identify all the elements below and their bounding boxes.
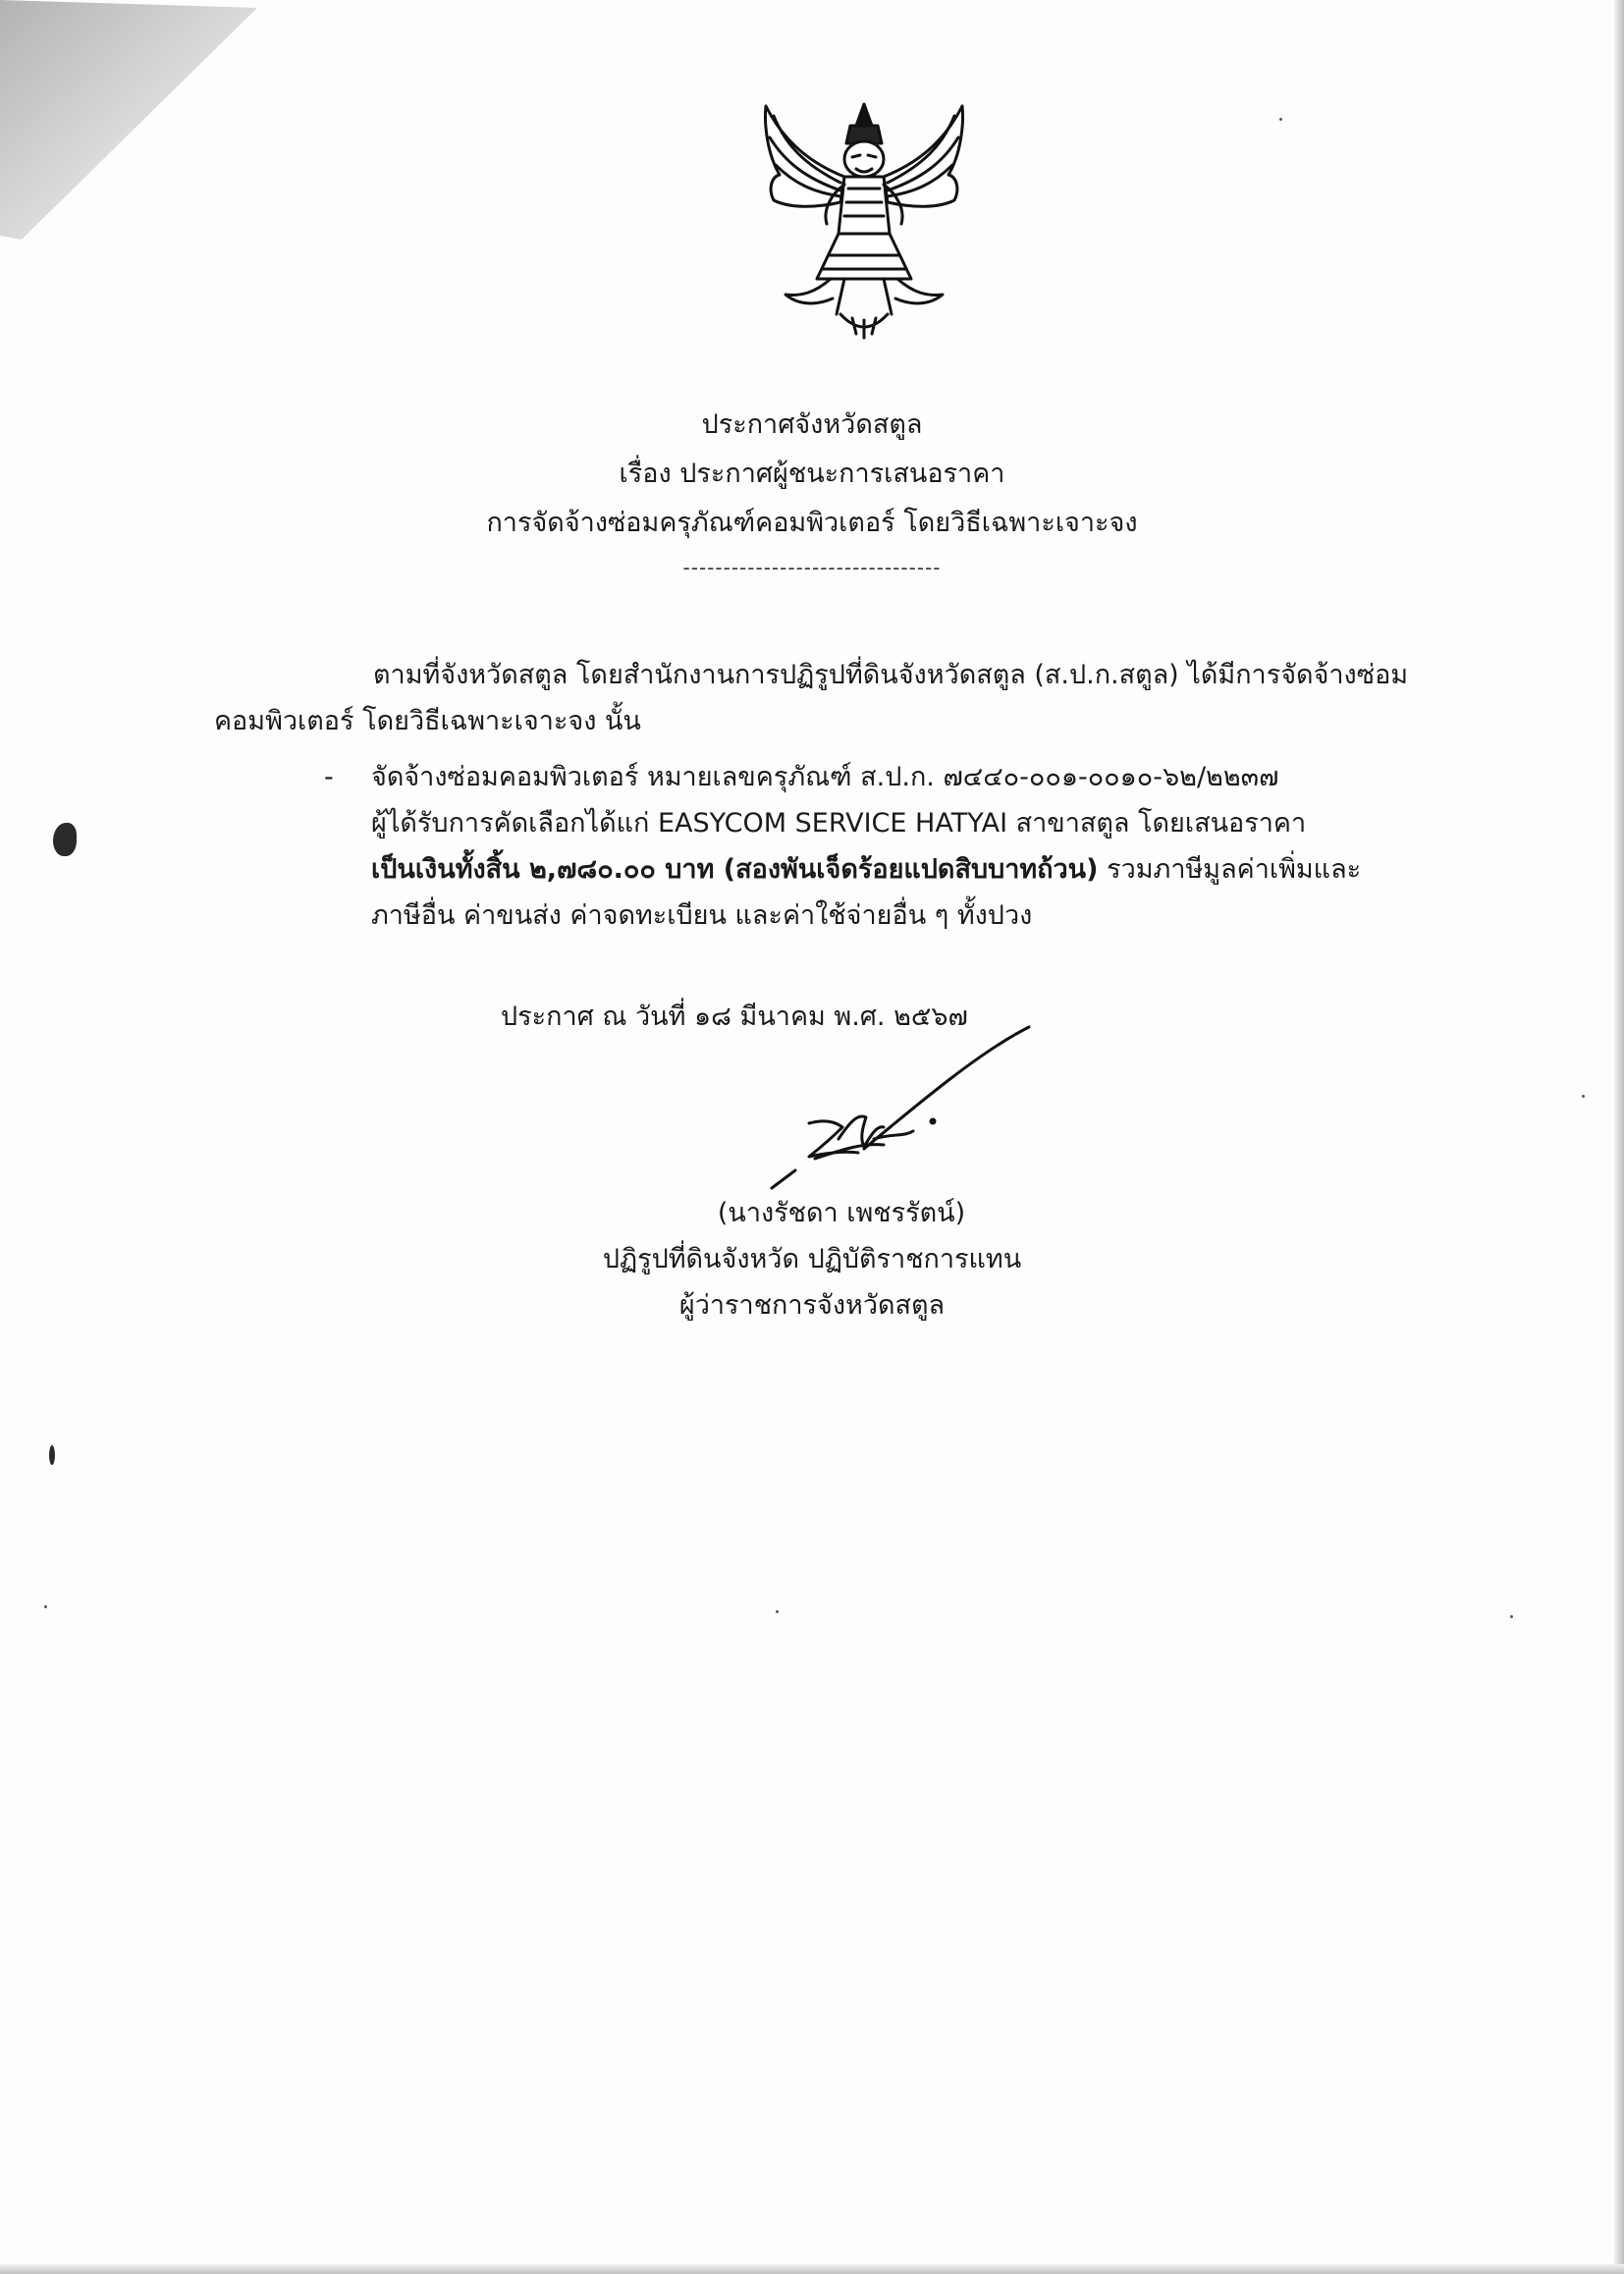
scan-speck bbox=[1510, 1615, 1513, 1618]
scan-edge-bottom bbox=[0, 2264, 1624, 2274]
scan-edge-right bbox=[1614, 0, 1624, 2274]
announcement-date: ประกาศ ณ วันที่ ๑๘ มีนาคม พ.ศ. ๒๕๖๗ bbox=[501, 1002, 968, 1032]
announcement-subject: เรื่อง ประกาศผู้ชนะการเสนอราคา bbox=[619, 459, 1005, 489]
header-divider: -------------------------------- bbox=[682, 556, 942, 579]
signatory-block bbox=[0, 1190, 1624, 1328]
signatory-name: (นางรัชดา เพชรรัตน์) bbox=[717, 1198, 966, 1228]
handwritten-signature bbox=[756, 1011, 1041, 1198]
scan-speck bbox=[44, 1605, 47, 1608]
announcement-title: ประกาศจังหวัดสตูล bbox=[701, 409, 923, 440]
item-line-3 bbox=[371, 846, 1361, 893]
intro-paragraph-line-2: คอมพิวเตอร์ โดยวิธีเฉพาะเจาะจง นั้น bbox=[214, 706, 641, 736]
announcement-header bbox=[0, 401, 1624, 587]
signatory-on-behalf: ผู้ว่าราชการจังหวัดสตูล bbox=[678, 1290, 946, 1321]
item-line-2: ผู้ได้รับการคัดเลือกได้แก่ EASYCOM SERVICE HATYAI สาขาสตูล โดยเสนอราคา bbox=[371, 808, 1307, 839]
scan-speck bbox=[1582, 1095, 1585, 1098]
signatory-position: ปฏิรูปที่ดินจังหวัด ปฏิบัติราชการแทน bbox=[602, 1244, 1022, 1274]
garuda-emblem-icon bbox=[746, 86, 982, 344]
item-line-1: จัดจ้างซ่อมคอมพิวเตอร์ หมายเลขครุภัณฑ์ ส.ป.ก. ๗๔๔๐-๐๐๑-๐๐๑๐-๖๒/๒๒๓๗ bbox=[371, 762, 1279, 792]
scan-speck bbox=[1279, 118, 1282, 121]
total-amount-text: เป็นเงินทั้งสิ้น ๒,๗๘๐.๐๐ บาท (สองพันเจ็ดร้อยแปดสิบบาทถ้วน) bbox=[371, 854, 1099, 885]
bullet-marker: - bbox=[324, 762, 334, 792]
punch-hole-mark bbox=[53, 823, 77, 856]
item-line-4: ภาษีอื่น ค่าขนส่ง ค่าจดทะเบียน และค่าใช้จ่ายอื่น ๆ ทั้งปวง bbox=[371, 900, 1033, 931]
punch-hole-mark bbox=[49, 1445, 55, 1465]
procurement-title: การจัดจ้างซ่อมครุภัณฑ์คอมพิวเตอร์ โดยวิธีเฉพาะเจาะจง bbox=[486, 508, 1138, 538]
scan-speck bbox=[776, 1610, 779, 1613]
intro-paragraph-line-1: ตามที่จังหวัดสตูล โดยสำนักงานการปฏิรูปที่ดินจังหวัดสตูล (ส.ป.ก.สตูล) ได้มีการจัดจ้างซ่อม bbox=[373, 660, 1409, 690]
folded-corner-shadow bbox=[0, 0, 260, 245]
item-line-3-rest: รวมภาษีมูลค่าเพิ่มและ bbox=[1098, 854, 1362, 885]
